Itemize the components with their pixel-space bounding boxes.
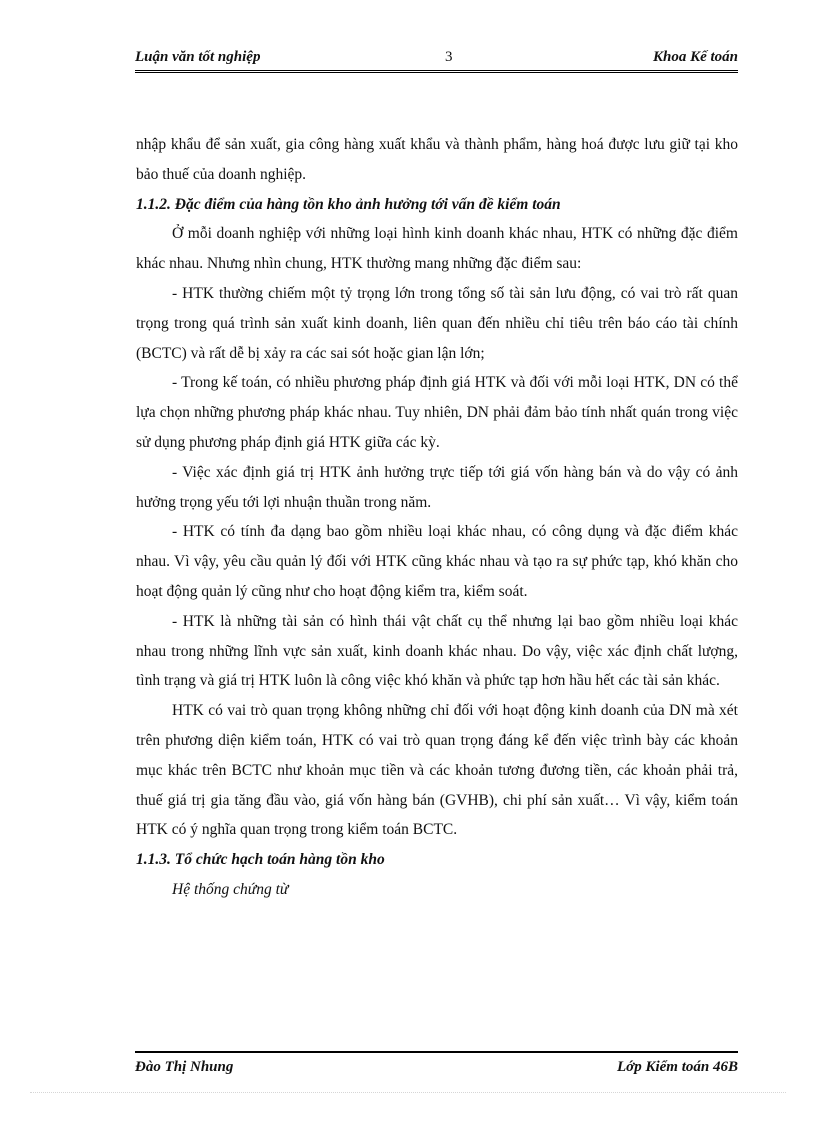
section-heading-1-1-3: 1.1.3. Tổ chức hạch toán hàng tồn kho	[136, 851, 385, 869]
bullet-item-4: - HTK có tính đa dạng bao gồm nhiều loại khác nhau, có công dụng và đặc điểm khác nhau. Vì vậy, yêu cầu quản lý đối với HTK cũng khác nhau và tạo ra sự phức tạp, khó khăn cho hoạt động quản lý cũng như cho hoạt động kiểm tra, kiểm soát.	[136, 523, 738, 600]
page-number: 3	[445, 49, 453, 65]
page-body	[136, 130, 738, 905]
paragraph-intro: Ở mỗi doanh nghiệp với những loại hình kinh doanh khác nhau, HTK có những đặc điểm khác nhau. Nhưng nhìn chung, HTK thường mang những đặc điểm sau:	[136, 225, 738, 273]
page-edge-divider	[30, 1092, 786, 1093]
thesis-title: Luận văn tốt nghiệp	[135, 49, 261, 65]
page-footer	[135, 1051, 738, 1079]
paragraph-continuation: nhập khẩu để sản xuất, gia công hàng xuất khẩu và thành phẩm, hàng hoá được lưu giữ tại kho bảo thuế của doanh nghiệp.	[136, 136, 738, 183]
bullet-item-3: - Việc xác định giá trị HTK ảnh hưởng trực tiếp tới giá vốn hàng bán và do vậy có ảnh hưởng trọng yếu tới lợi nhuận thuần trong năm.	[136, 463, 738, 511]
class-name: Lớp Kiểm toán 46B	[617, 1059, 738, 1075]
faculty-name: Khoa Kế toán	[652, 49, 738, 65]
paragraph-role: HTK có vai trò quan trọng không những chỉ đối với hoạt động kinh doanh của DN mà xét trên phương diện kiểm toán, HTK có vai trò quan trọng đáng kể đến việc trình bày các khoản mục khác trên BCTC như khoản mục tiền và các khoản tương đương tiền, các khoản phải trả, thuế giá trị gia tăng đầu vào, giá vốn hàng bán (GVHB), chi phí sản xuất… Vì vậy, kiểm toán HTK có ý nghĩa quan trọng trong kiểm toán BCTC.	[136, 702, 738, 839]
bullet-item-5: - HTK là những tài sản có hình thái vật chất cụ thể nhưng lại bao gồm nhiều loại khác nhau trong những lĩnh vực sản xuất, kinh doanh khác nhau. Do vậy, việc xác định chất lượng, tình trạng và giá trị HTK luôn là công việc khó khăn và phức tạp hơn hầu hết các tài sản khác.	[136, 612, 738, 690]
bullet-item-2: - Trong kế toán, có nhiều phương pháp định giá HTK và đối với mỗi loại HTK, DN có thể lựa chọn những phương pháp khác nhau. Tuy nhiên, DN phải đảm bảo tính nhất quán trong việc sử dụng phương pháp định giá HTK giữa các kỳ.	[136, 374, 738, 451]
author-name: Đào Thị Nhung	[135, 1059, 234, 1075]
subheading-documents: Hệ thống chứng từ	[172, 880, 289, 898]
page-header	[135, 46, 738, 73]
bullet-item-1: - HTK thường chiếm một tỷ trọng lớn trong tổng số tài sản lưu động, có vai trò rất quan trọng trong quá trình sản xuất kinh doanh, liên quan đến nhiều chỉ tiêu trên báo cáo tài chính (BCTC) và rất dễ bị xảy ra các sai sót hoặc gian lận lớn;	[136, 284, 738, 362]
section-heading-1-1-2: 1.1.2. Đặc điểm của hàng tồn kho ảnh hưởng tới vấn đề kiểm toán	[136, 195, 561, 213]
